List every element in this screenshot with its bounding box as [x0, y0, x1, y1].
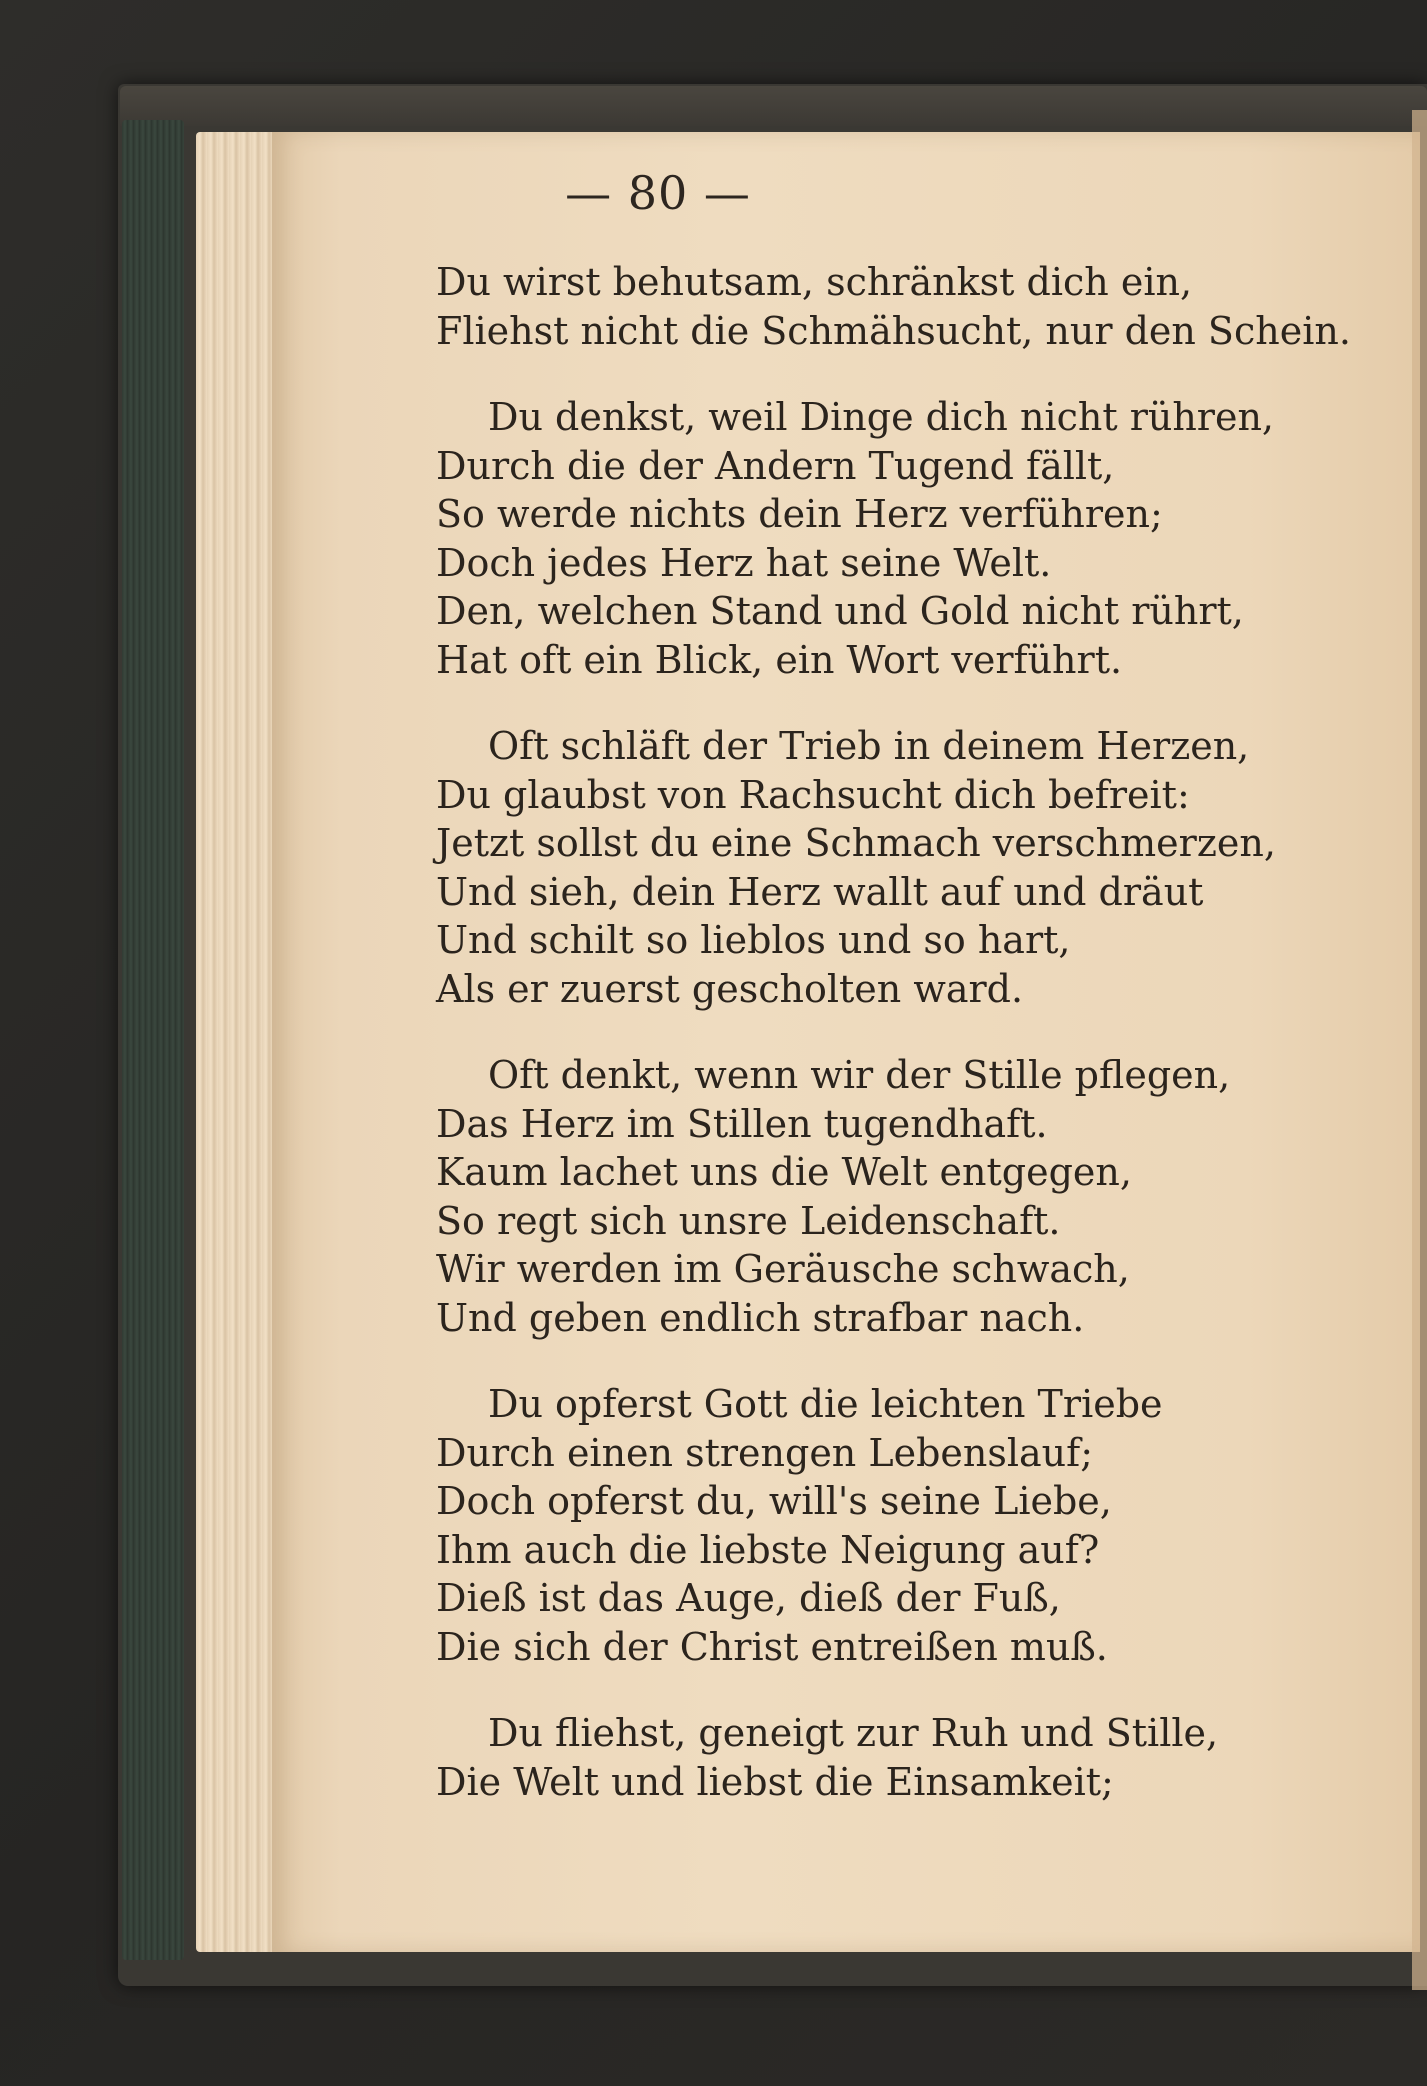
- poem-line: Du opferst Gott die leichten Triebe: [488, 1382, 1163, 1426]
- stanza-4: [436, 1051, 1356, 1342]
- poem-line: Kaum lachet uns die Welt entgegen,: [436, 1150, 1132, 1194]
- poem-line: Jetzt sollst du eine Schmach verschmerzen,: [436, 821, 1276, 865]
- poem-line: So regt sich unsre Leidenschaft.: [436, 1198, 1061, 1243]
- stanza-3: [436, 722, 1356, 1013]
- page-number: — 80 —: [565, 166, 751, 220]
- poem-line: Das Herz im Stillen tugendhaft.: [436, 1101, 1048, 1146]
- poem-line: Durch einen strengen Lebenslauf;: [436, 1430, 1094, 1475]
- stanza-6: [436, 1709, 1356, 1806]
- poem-line: So werde nichts dein Herz verführen;: [436, 492, 1163, 536]
- stanza-1: [436, 258, 1356, 355]
- stanza-5: [436, 1380, 1356, 1671]
- cover-top-edge: [120, 86, 1427, 126]
- poem-line: Doch opferst du, will's seine Liebe,: [436, 1479, 1112, 1523]
- page-right-edge: [1412, 110, 1427, 1990]
- poem-line: Durch die der Andern Tugend fällt,: [436, 443, 1115, 488]
- poem-line: Dieß ist das Auge, dieß der Fuß,: [436, 1576, 1061, 1620]
- poem-line: Doch jedes Herz hat seine Welt.: [436, 540, 1052, 585]
- stanza-2: [436, 393, 1356, 684]
- poem-line: Als er zuerst gescholten ward.: [436, 966, 1024, 1011]
- poem-line: Hat oft ein Blick, ein Wort verführt.: [436, 637, 1123, 682]
- poem-line: Den, welchen Stand und Gold nicht rührt,: [436, 589, 1244, 633]
- poem-line: Und schilt so lieblos und so hart,: [436, 918, 1071, 962]
- poem-line: Oft denkt, wenn wir der Stille pflegen,: [488, 1053, 1231, 1097]
- poem-line: Du fliehst, geneigt zur Ruh und Stille,: [488, 1711, 1219, 1755]
- poem-line: Und sieh, dein Herz wallt auf und dräut: [436, 869, 1204, 914]
- poem-line: Du glaubst von Rachsucht dich befreit:: [436, 772, 1190, 817]
- poem-line: Fliehst nicht die Schmähsucht, nur den Schein.: [436, 308, 1351, 353]
- cover-spine: [122, 120, 184, 1960]
- poem-text: [436, 258, 1356, 1844]
- poem-line: Oft schläft der Trieb in deinem Herzen,: [488, 724, 1250, 768]
- poem-line: Du wirst behutsam, schränkst dich ein,: [436, 260, 1193, 304]
- poem-line: Ihm auch die liebste Neigung auf?: [436, 1527, 1100, 1572]
- poem-line: Die Welt und liebst die Einsamkeit;: [436, 1759, 1114, 1804]
- poem-line: Und geben endlich strafbar nach.: [436, 1295, 1085, 1340]
- poem-line: Wir werden im Geräusche schwach,: [436, 1247, 1130, 1291]
- poem-line: Du denkst, weil Dinge dich nicht rühren,: [488, 395, 1275, 439]
- poem-line: Die sich der Christ entreißen muß.: [436, 1624, 1108, 1669]
